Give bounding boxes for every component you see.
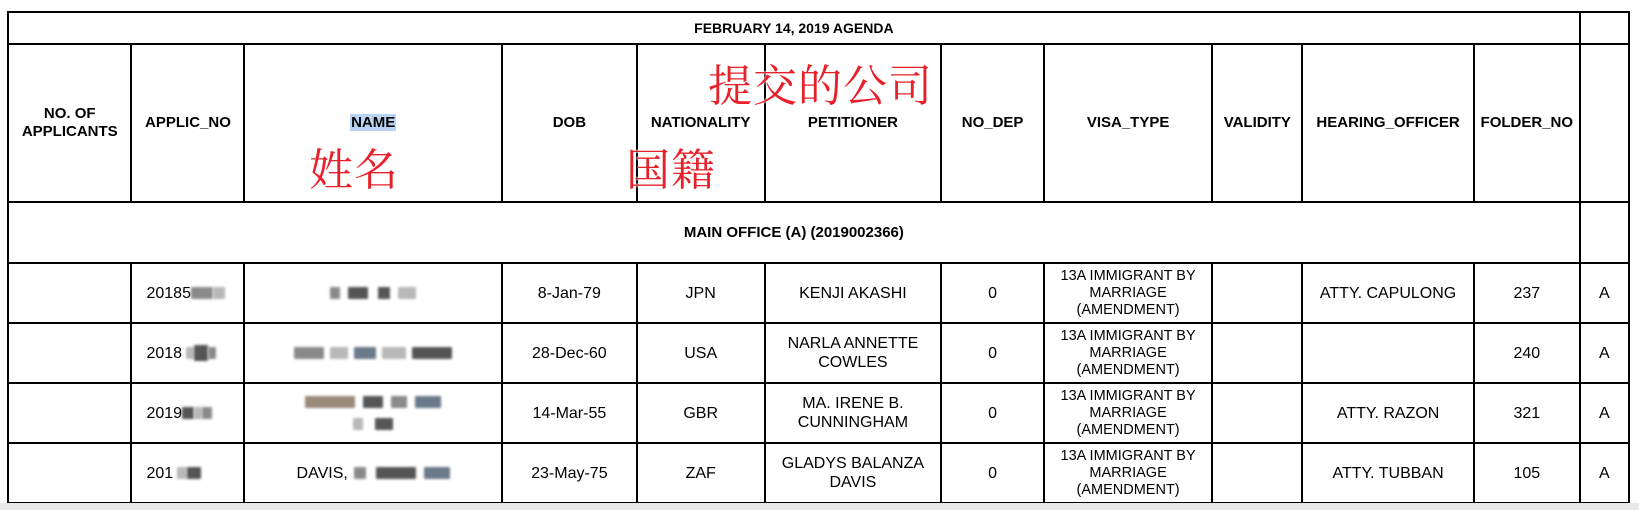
table-row [8,263,1629,323]
table-row [8,323,1629,383]
table-row [8,443,1629,503]
cell-applicants [8,443,131,503]
cell-visa-type: 13A IMMIGRANT BY MARRIAGE (AMENDMENT) [1044,263,1212,323]
cell-dob: 23-May-75 [502,443,637,503]
redacted-block [378,287,390,299]
cell-validity [1212,383,1302,443]
cell-visa-type: 13A IMMIGRANT BY MARRIAGE (AMENDMENT) [1044,443,1212,503]
cell-folder-no: 237 [1474,263,1580,323]
cell-dob: 14-Mar-55 [502,383,637,443]
cell-visa-type: 13A IMMIGRANT BY MARRIAGE (AMENDMENT) [1044,383,1212,443]
cell-no-dep: 0 [941,263,1044,323]
cell-office: A [1580,323,1629,383]
cell-office: A [1580,443,1629,503]
cell-name [244,383,501,443]
redacted-block [353,418,363,430]
cell-dob: 8-Jan-79 [502,263,637,323]
section-spacer-cell [1580,202,1629,263]
agenda-title: FEBRUARY 14, 2019 AGENDA [8,12,1580,44]
applic-no-prefix: 20185 [146,284,191,302]
cell-dob: 28-Dec-60 [502,323,637,383]
redacted-block [363,396,383,408]
header-folder-no: FOLDER_NO [1474,44,1580,202]
cell-petitioner: MA. IRENE B. CUNNINGHAM [765,383,942,443]
redacted-block [191,287,213,299]
cell-hearing-officer [1302,323,1474,383]
cell-folder-no: 240 [1474,323,1580,383]
cell-hearing-officer: ATTY. TUBBAN [1302,443,1474,503]
cell-applic-no [131,443,244,503]
header-applic-no: APPLIC_NO [131,44,244,202]
cell-name [244,323,501,383]
cell-no-dep: 0 [941,383,1044,443]
redacted-block [375,418,393,430]
cell-office: A [1580,383,1629,443]
annotation-nationality: 国籍 [626,145,716,196]
cell-office: A [1580,263,1629,323]
header-validity: VALIDITY [1212,44,1302,202]
redacted-block [354,467,366,479]
cell-nationality: USA [637,323,765,383]
cell-petitioner: NARLA ANNETTE COWLES [765,323,942,383]
cell-applic-no [131,383,244,443]
cell-applicants [8,263,131,323]
redacted-block [398,287,416,299]
cell-petitioner: KENJI AKASHI [765,263,942,323]
cell-name: DAVIS, [244,443,501,503]
cell-visa-type: 13A IMMIGRANT BY MARRIAGE (AMENDMENT) [1044,323,1212,383]
cell-applic-no [131,323,244,383]
header-no-of-applicants: NO. OF APPLICANTS [8,44,131,202]
cell-folder-no: 321 [1474,383,1580,443]
cell-validity [1212,443,1302,503]
redacted-block [382,347,406,359]
header-dob: DOB [502,44,637,202]
redacted-block [186,347,194,359]
redacted-block [415,396,441,408]
cell-hearing-officer: ATTY. CAPULONG [1302,263,1474,323]
header-office [1580,44,1629,202]
redacted-block [194,345,208,361]
applic-no-prefix: 2018 [146,344,183,362]
cell-applicants [8,383,131,443]
header-name-label: NAME [351,114,396,131]
applic-no-prefix: 201 [146,464,174,482]
cell-validity [1212,323,1302,383]
table-row [8,383,1629,443]
redacted-block [294,347,324,359]
cell-petitioner: GLADYS BALANZA DAVIS [765,443,942,503]
redacted-block [330,347,348,359]
redacted-block [213,287,225,299]
header-visa-type: VISA_TYPE [1044,44,1212,202]
cell-nationality: ZAF [637,443,765,503]
cell-name [244,263,501,323]
cell-folder-no: 105 [1474,443,1580,503]
cell-applicants [8,323,131,383]
redacted-block [376,467,416,479]
applic-no-prefix: 2019 [146,404,183,422]
header-petitioner: PETITIONER [765,44,942,202]
redacted-block [177,467,187,479]
annotation-name: 姓名 [309,145,399,196]
cell-nationality: JPN [637,263,765,323]
cell-validity [1212,263,1302,323]
redacted-block [208,347,216,359]
redacted-block [354,347,376,359]
redacted-block [194,407,202,419]
section-title: MAIN OFFICE (A) (2019002366) [8,202,1580,263]
cell-no-dep: 0 [941,323,1044,383]
header-no-dep: NO_DEP [941,44,1044,202]
cell-applic-no [131,263,244,323]
redacted-block [424,467,450,479]
redacted-block [305,396,355,408]
redacted-block [412,347,452,359]
header-hearing-officer: HEARING_OFFICER [1302,44,1474,202]
header-nationality: NATIONALITY [637,44,765,202]
cell-hearing-officer: ATTY. RAZON [1302,383,1474,443]
cell-no-dep: 0 [941,443,1044,503]
redacted-block [182,407,194,419]
annotation-petitioner: 提交的公司 [708,61,933,112]
redacted-block [348,287,368,299]
title-spacer-cell [1580,12,1629,44]
redacted-block [330,287,340,299]
cell-nationality: GBR [637,383,765,443]
redacted-block [391,396,407,408]
redacted-block [202,407,212,419]
page-bottom-strip [0,503,1639,510]
redacted-block [187,467,201,479]
